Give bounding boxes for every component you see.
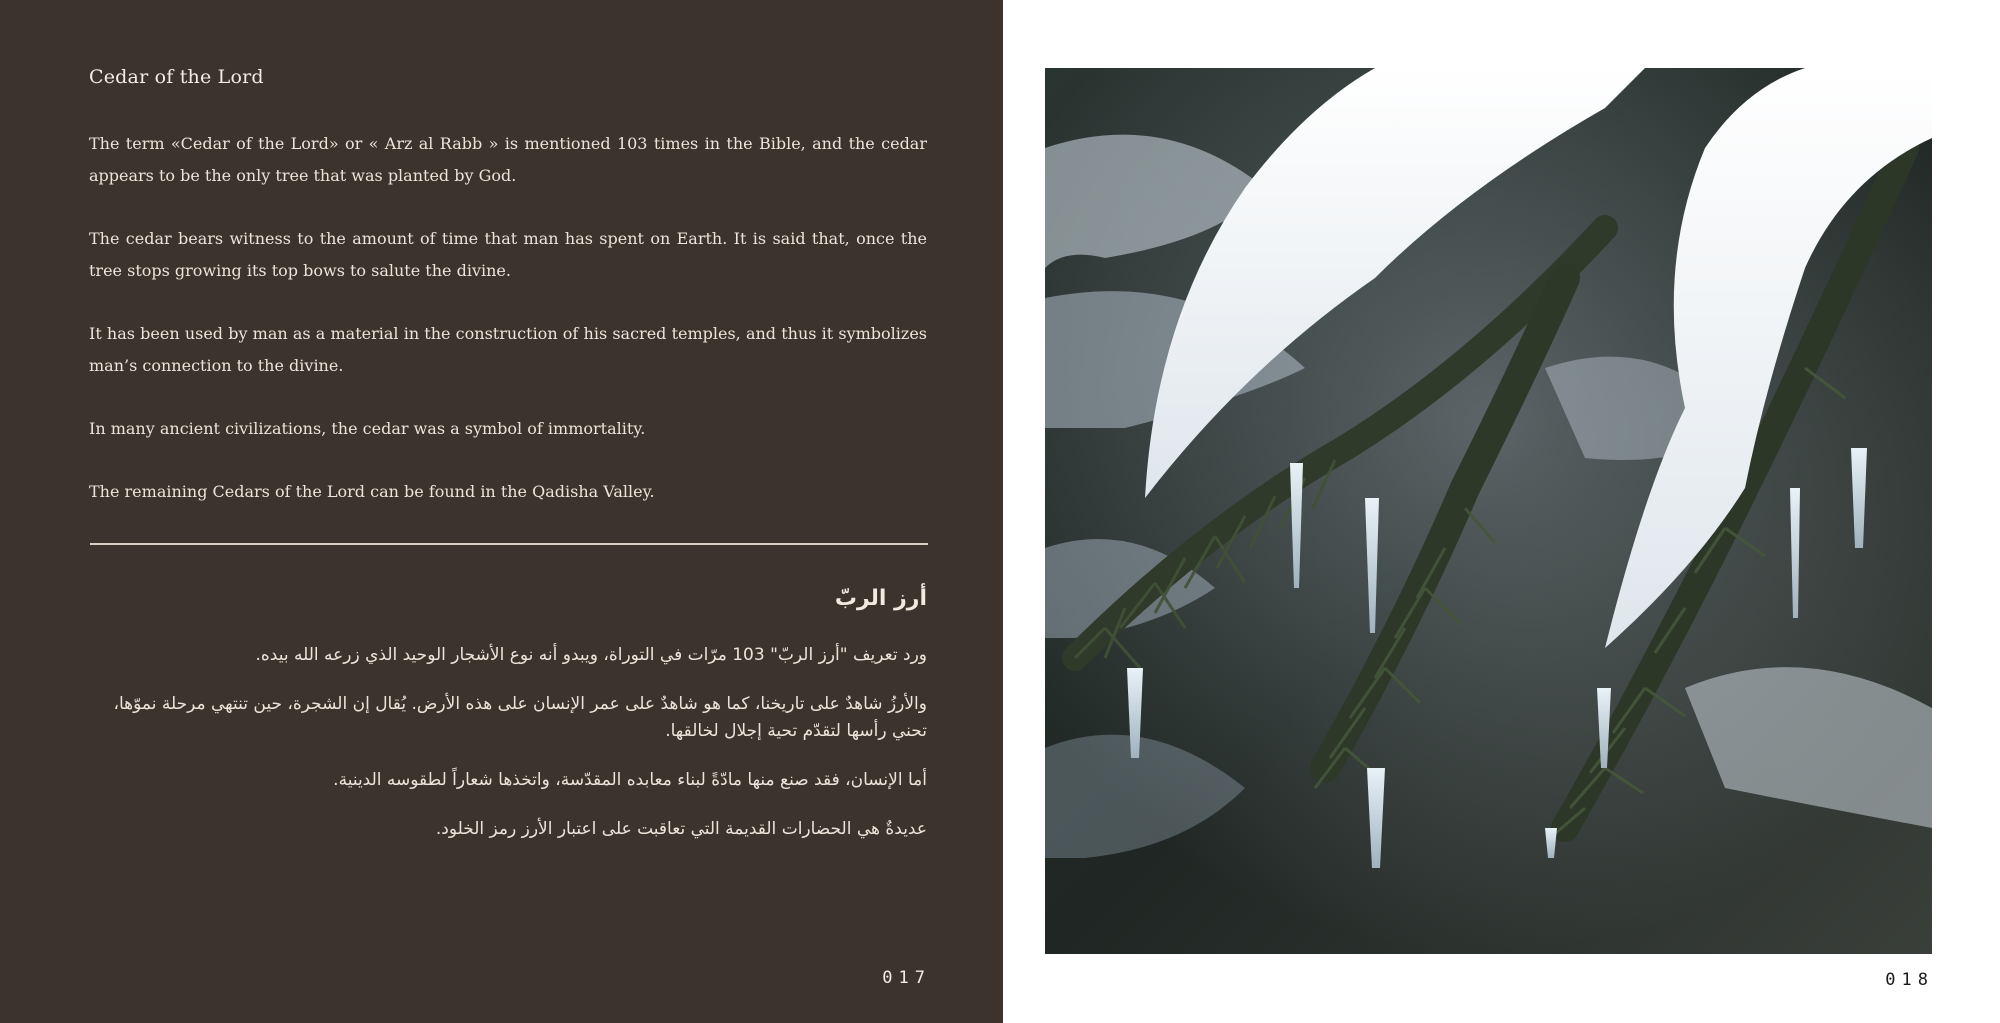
body-text-en bbox=[89, 128, 927, 539]
section-divider bbox=[90, 543, 928, 545]
page-number-left: 017 bbox=[882, 968, 931, 988]
paragraph-en: The cedar bears witness to the amount of time that man has spent on Earth. It is said that, once the tree stops growing its top bows to salute the divine. bbox=[89, 229, 927, 280]
paragraph-en: It has been used by man as a material in the construction of his sacred temples, and thus it symbolizes man’s connection to the divine. bbox=[89, 324, 927, 375]
page-title-en: Cedar of the Lord bbox=[89, 66, 264, 88]
paragraph-en: In many ancient civilizations, the cedar was a symbol of immortality. bbox=[89, 419, 646, 438]
body-text-ar bbox=[87, 642, 927, 865]
cedar-snow-photo bbox=[1045, 68, 1932, 954]
paragraph-ar: أما الإنسان، فقد صنع منها مادّةً لبناء معابده المقدّسة، واتخذها شعاراً لطقوسه الدينية. bbox=[333, 770, 927, 790]
paragraph-en: The remaining Cedars of the Lord can be found in the Qadisha Valley. bbox=[89, 482, 655, 501]
paragraph-en: The term «Cedar of the Lord» or « Arz al Rabb » is mentioned 103 times in the Bible, and the cedar appears to be the only tree that was planted by God. bbox=[89, 134, 927, 185]
paragraph-ar: ورد تعريف "أرز الربّ" 103 مرّات في التوراة، ويبدو أنه نوع الأشجار الوحيد الذي زرعه الله بيده. bbox=[255, 645, 927, 665]
paragraph-ar: عديدةٌ هي الحضارات القديمة التي تعاقبت على اعتبار الأرز رمز الخلود. bbox=[435, 819, 927, 839]
page-title-ar: أرز الربّ bbox=[834, 586, 927, 611]
right-page bbox=[1003, 0, 2000, 1023]
paragraph-ar: والأرزُ شاهدٌ على تاريخنا، كما هو شاهدٌ على عمر الإنسان على هذه الأرض. يُقال إن الشجرة، حين تنتهي مرحلة نموّها، تحني رأسها لتقدّم تحية إجلال لخالقها. bbox=[113, 694, 927, 741]
page-number-right: 018 bbox=[1885, 970, 1934, 990]
